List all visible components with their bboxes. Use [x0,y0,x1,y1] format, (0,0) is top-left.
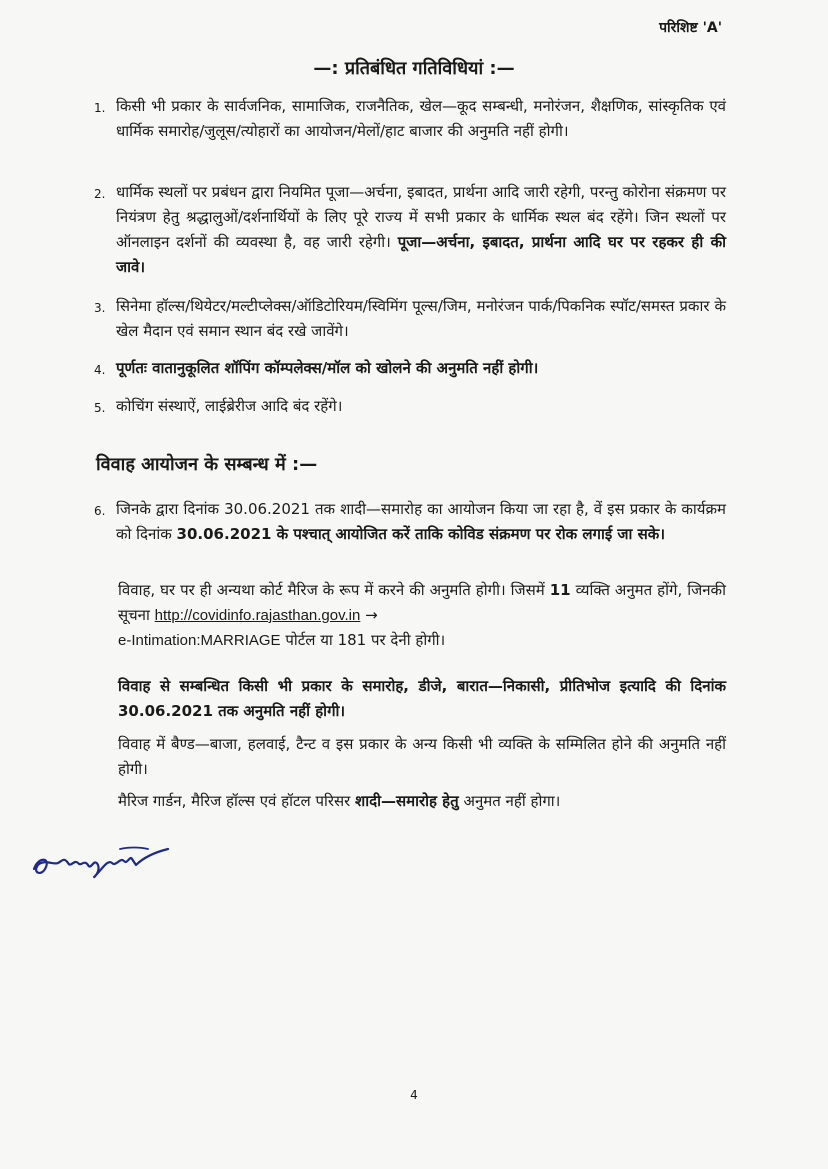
para-text: व्यक्ति अनुमत होंगे, जिनकी सूचना [118,581,726,624]
para-bold-text: शादी—समारोह हेतु [355,792,459,810]
paragraph-marriage-gardens [118,789,726,814]
list-item-5 [86,394,726,419]
section-heading-marriage: विवाह आयोजन के सम्बन्ध में :— [96,454,318,475]
item-number: 2. [94,187,106,201]
item-number: 1. [94,101,106,115]
item-number: 6. [94,504,106,518]
item-number: 4. [94,363,106,377]
item-text: कोचिंग संस्थाऐं, लाईब्रेरीज आदि बंद रहेंगे। [116,397,343,415]
list-item-4 [86,356,726,381]
page-title: —: प्रतिबंधित गतिविधियां :— [313,58,515,79]
para-text: पोर्टल या 181 पर देनी होगी। [285,631,446,649]
paragraph-band-baja: विवाह में बैण्ड—बाजा, हलवाई, टैन्ट व इस प्रकार के अन्य किसी भी व्यक्ति के सम्मिलित होने की अनुमति नहीं होगी। [118,735,726,778]
appendix-label: परिशिष्ट 'A' [659,20,722,36]
person-count: 11 [549,581,571,599]
item-text: सिनेमा हॉल्स/थियेटर/मल्टीप्लेक्स/ऑडिटोरियम/स्विमिंग पूल्स/जिम, मनोरंजन पार्क/पिकनिक स्पॉट/समस्त प्रकार के खेल मैदान एवं समान स्थान बंद रखे जावेंगे। [116,297,726,340]
page-number: 4 [410,1088,418,1102]
list-item-3 [86,294,726,344]
covidinfo-link[interactable]: http://covidinfo.rajasthan.gov.in [154,607,361,624]
para-bold-text: विवाह से सम्बन्धित किसी भी प्रकार के समारोह, डीजे, बारात—निकासी, प्रीतिभोज इत्यादि की दिनांक 30.06.2021 तक अनुमति नहीं होगी। [118,677,726,720]
list-item-1 [86,94,726,144]
para-text: अनुमत नहीं होगा। [463,792,561,810]
item-text-bold: 30.06.2021 के पश्चात् आयोजित करें ताकि कोविड संक्रमण पर रोक लगाई जा सके। [176,525,666,543]
handwritten-signature [28,835,178,895]
item-text: किसी भी प्रकार के सार्वजनिक, सामाजिक, राजनैतिक, खेल—कूद सम्बन्धी, मनोरंजन, शैक्षणिक, सांस्कृतिक एवं धार्मिक समारोह/जुलूस/त्योहारों का आयोजन/मेलों/हाट बाजार की अनुमति नहीं होगी। [116,97,726,140]
para-text: मैरिज गार्डन, मैरिज हॉल्स एवं हॉटल परिसर [118,792,351,810]
arrow-icon: → [365,606,378,624]
item-text [116,180,726,280]
paragraph-functions-prohibited [118,674,726,724]
list-item-2 [86,180,726,280]
item-text-bold: पूजा—अर्चना, इबादत, प्रार्थना आदि घर पर रहकर ही की जावे। [116,233,727,276]
item-text-plain: जिनके द्वारा दिनांक 30.06.2021 तक शादी—समारोह का आयोजन किया जा रहा है, वें इस प्रकार के कार्यक्रम को दिनांक [116,500,726,543]
paragraph-court-marriage [118,578,726,653]
list-item-6 [86,497,726,547]
item-text-bold: पूर्णतः वातानुकूलित शॉपिंग कॉम्पलेक्स/मॉल को खोलने की अनुमति नहीं होगी। [116,359,539,377]
item-text-plain: धार्मिक स्थलों पर प्रबंधन द्वारा नियमित पूजा—अर्चना, इबादत, प्रार्थना आदि जारी रहेगी, परन्तु कोरोना संक्रमण पर नियंत्रण हेतु श्रद्धालुओं/दर्शनार्थियों के लिए पूरे राज्य में सभी प्रकार के धार्मिक स्थल बंद रहेंगे। जिन स्थलों पर ऑनलाइन दर्शनों की व्यवस्था है, वह जारी रहेगी। [116,183,726,251]
portal-name: e-Intimation:MARRIAGE [118,632,281,649]
item-number: 3. [94,301,106,315]
para-text: विवाह, घर पर ही अन्यथा कोर्ट मैरिज के रूप में करने की अनुमति होगी। जिसमें [118,581,545,599]
item-number: 5. [94,401,106,415]
